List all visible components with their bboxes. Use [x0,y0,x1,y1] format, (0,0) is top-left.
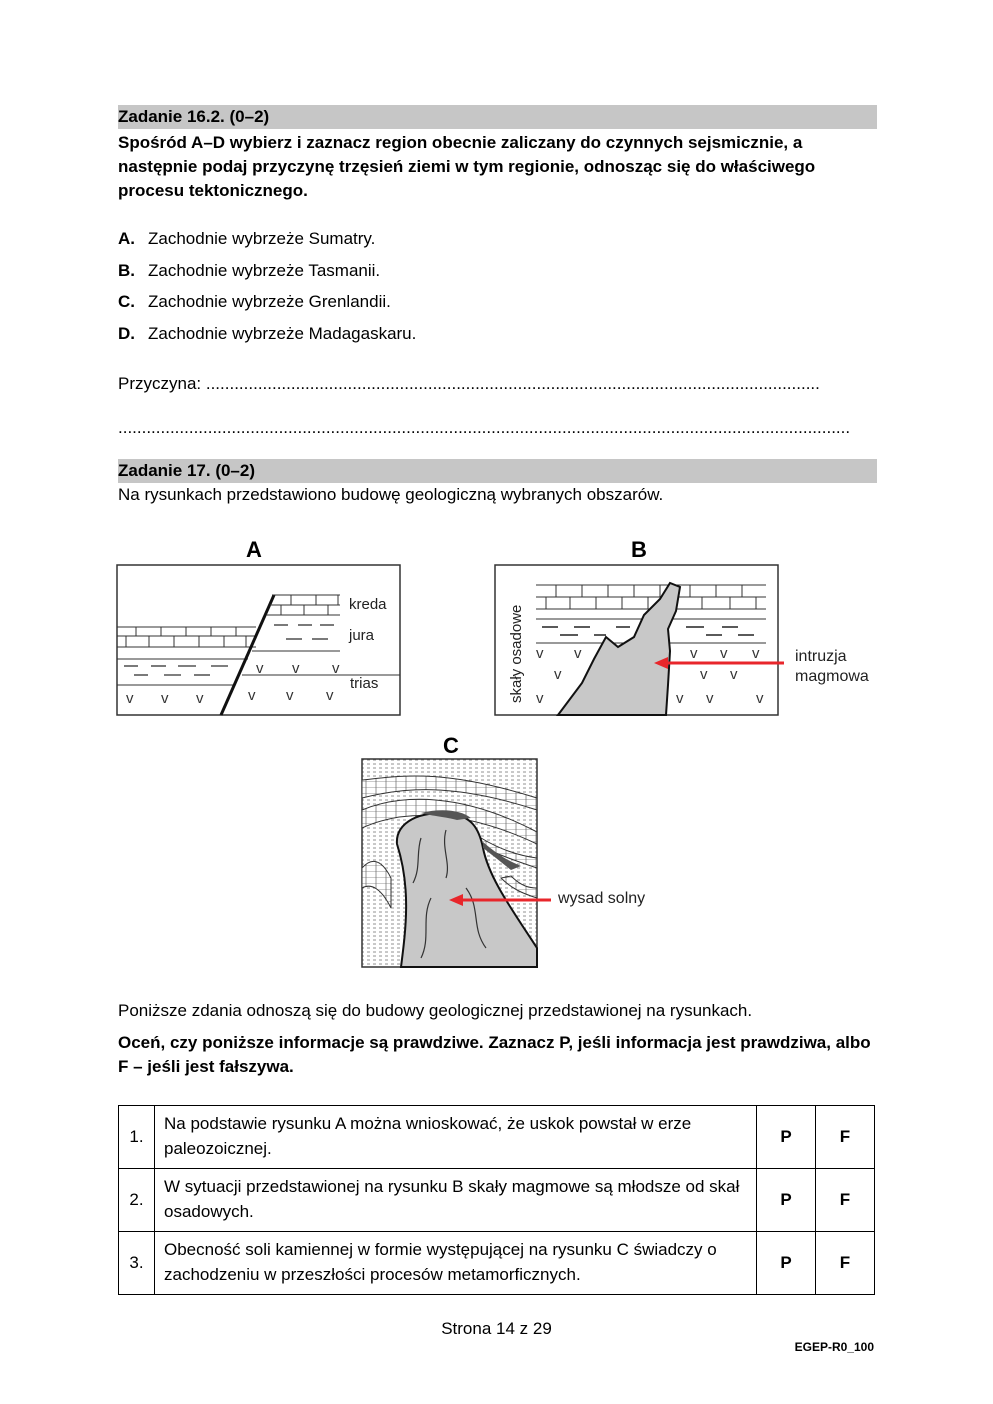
figure-b-label: B [631,537,647,562]
task-16-2-instruction: Spośród A–D wybierz i zaznacz region obecnie zaliczany do czynnych sejsmicznie, a następnie podaj przyczynę trzęsień ziemi w tym regionie, odnosząc się do właściwego procesu tektonicznego. [118,133,816,200]
svg-text:v: v [700,666,708,683]
figure-a-label: A [246,537,262,562]
svg-text:v: v [536,690,544,707]
task-17-instruction: Oceń, czy poniższe informacje są prawdziwe. Zaznacz P, jeśli informacja jest prawdziwa, albo F – jeśli jest fałszywa. [118,1033,871,1076]
svg-text:v: v [161,690,169,707]
figure-c-label: C [443,733,459,758]
statement-text: Obecność soli kamiennej w formie występującej na rysunku C świadczy o zachodzeniu w przeszłości procesów metamorficznych. [155,1232,757,1295]
option-letter: C. [118,292,135,311]
page-number: Strona 14 z 29 [441,1319,552,1338]
svg-text:v: v [286,687,294,704]
option-a[interactable] [118,228,375,250]
true-false-table [118,1105,875,1295]
svg-text:v: v [730,666,738,683]
svg-text:v: v [126,690,134,707]
table-row [119,1106,875,1169]
svg-text:v: v [554,666,562,683]
true-option[interactable]: P [757,1232,816,1295]
figure-c-arrow-label: wysad solny [558,890,646,907]
statement-number: 1. [119,1106,155,1169]
task-17-header: Zadanie 17. (0–2) [118,459,877,483]
figure-c-diagram [361,758,661,970]
option-b[interactable] [118,260,380,282]
svg-text:v: v [756,690,764,707]
figure-b-side-label: skały osadowe [508,604,525,703]
svg-text:v: v [676,690,684,707]
option-text: Zachodnie wybrzeże Grenlandii. [148,292,391,311]
svg-text:v: v [690,645,698,662]
task-17-intro: Na rysunkach przedstawiono budowę geologiczną wybranych obszarów. [118,485,664,504]
figure-b-arrow-label-1: intruzja [795,648,847,665]
option-text: Zachodnie wybrzeże Madagaskaru. [148,324,417,343]
figure-b-diagram [494,563,784,718]
option-c[interactable] [118,291,391,313]
task-17-note: Poniższe zdania odnoszą się do budowy geologicznej przedstawionej na rysunkach. [118,1001,753,1020]
false-option[interactable]: F [816,1169,875,1232]
option-text: Zachodnie wybrzeże Tasmanii. [148,261,381,280]
table-row [119,1169,875,1232]
task-16-2-header: Zadanie 16.2. (0–2) [118,105,877,129]
option-letter: B. [118,261,135,280]
svg-text:v: v [536,645,544,662]
true-option[interactable]: P [757,1106,816,1169]
figure-a-layer-kreda: kreda [349,596,387,613]
svg-text:v: v [706,690,714,707]
statement-number: 2. [119,1169,155,1232]
svg-text:v: v [326,687,334,704]
figure-a-layer-jura: jura [349,627,375,644]
svg-text:v: v [752,645,760,662]
statement-text: Na podstawie rysunku A można wnioskować, że uskok powstał w erze paleozoicznej. [155,1106,757,1169]
false-option[interactable]: F [816,1106,875,1169]
svg-text:v: v [248,687,256,704]
exam-code: EGEP-R0_100 [794,1340,874,1354]
svg-text:v: v [292,660,300,677]
true-option[interactable]: P [757,1169,816,1232]
option-letter: D. [118,324,135,343]
svg-text:v: v [256,660,264,677]
reason-answer-line-2[interactable]: ........................................................................................................................................................... [118,418,851,437]
svg-text:v: v [574,645,582,662]
svg-text:v: v [720,645,728,662]
reason-label: Przyczyna: [118,374,202,393]
option-text: Zachodnie wybrzeże Sumatry. [148,229,376,248]
svg-text:v: v [196,690,204,707]
statement-number: 3. [119,1232,155,1295]
option-letter: A. [118,229,135,248]
statement-text: W sytuacji przedstawionej na rysunku B skały magmowe są młodsze od skał osadowych. [155,1169,757,1232]
false-option[interactable]: F [816,1232,875,1295]
reason-answer-line[interactable]: Przyczyna: .................................................................................................................................. [118,374,820,393]
svg-text:v: v [332,660,340,677]
figure-b-arrow-label-2: magmowa [795,668,869,685]
figure-a-layer-trias: trias [350,675,379,692]
option-d[interactable] [118,323,416,345]
table-row [119,1232,875,1295]
